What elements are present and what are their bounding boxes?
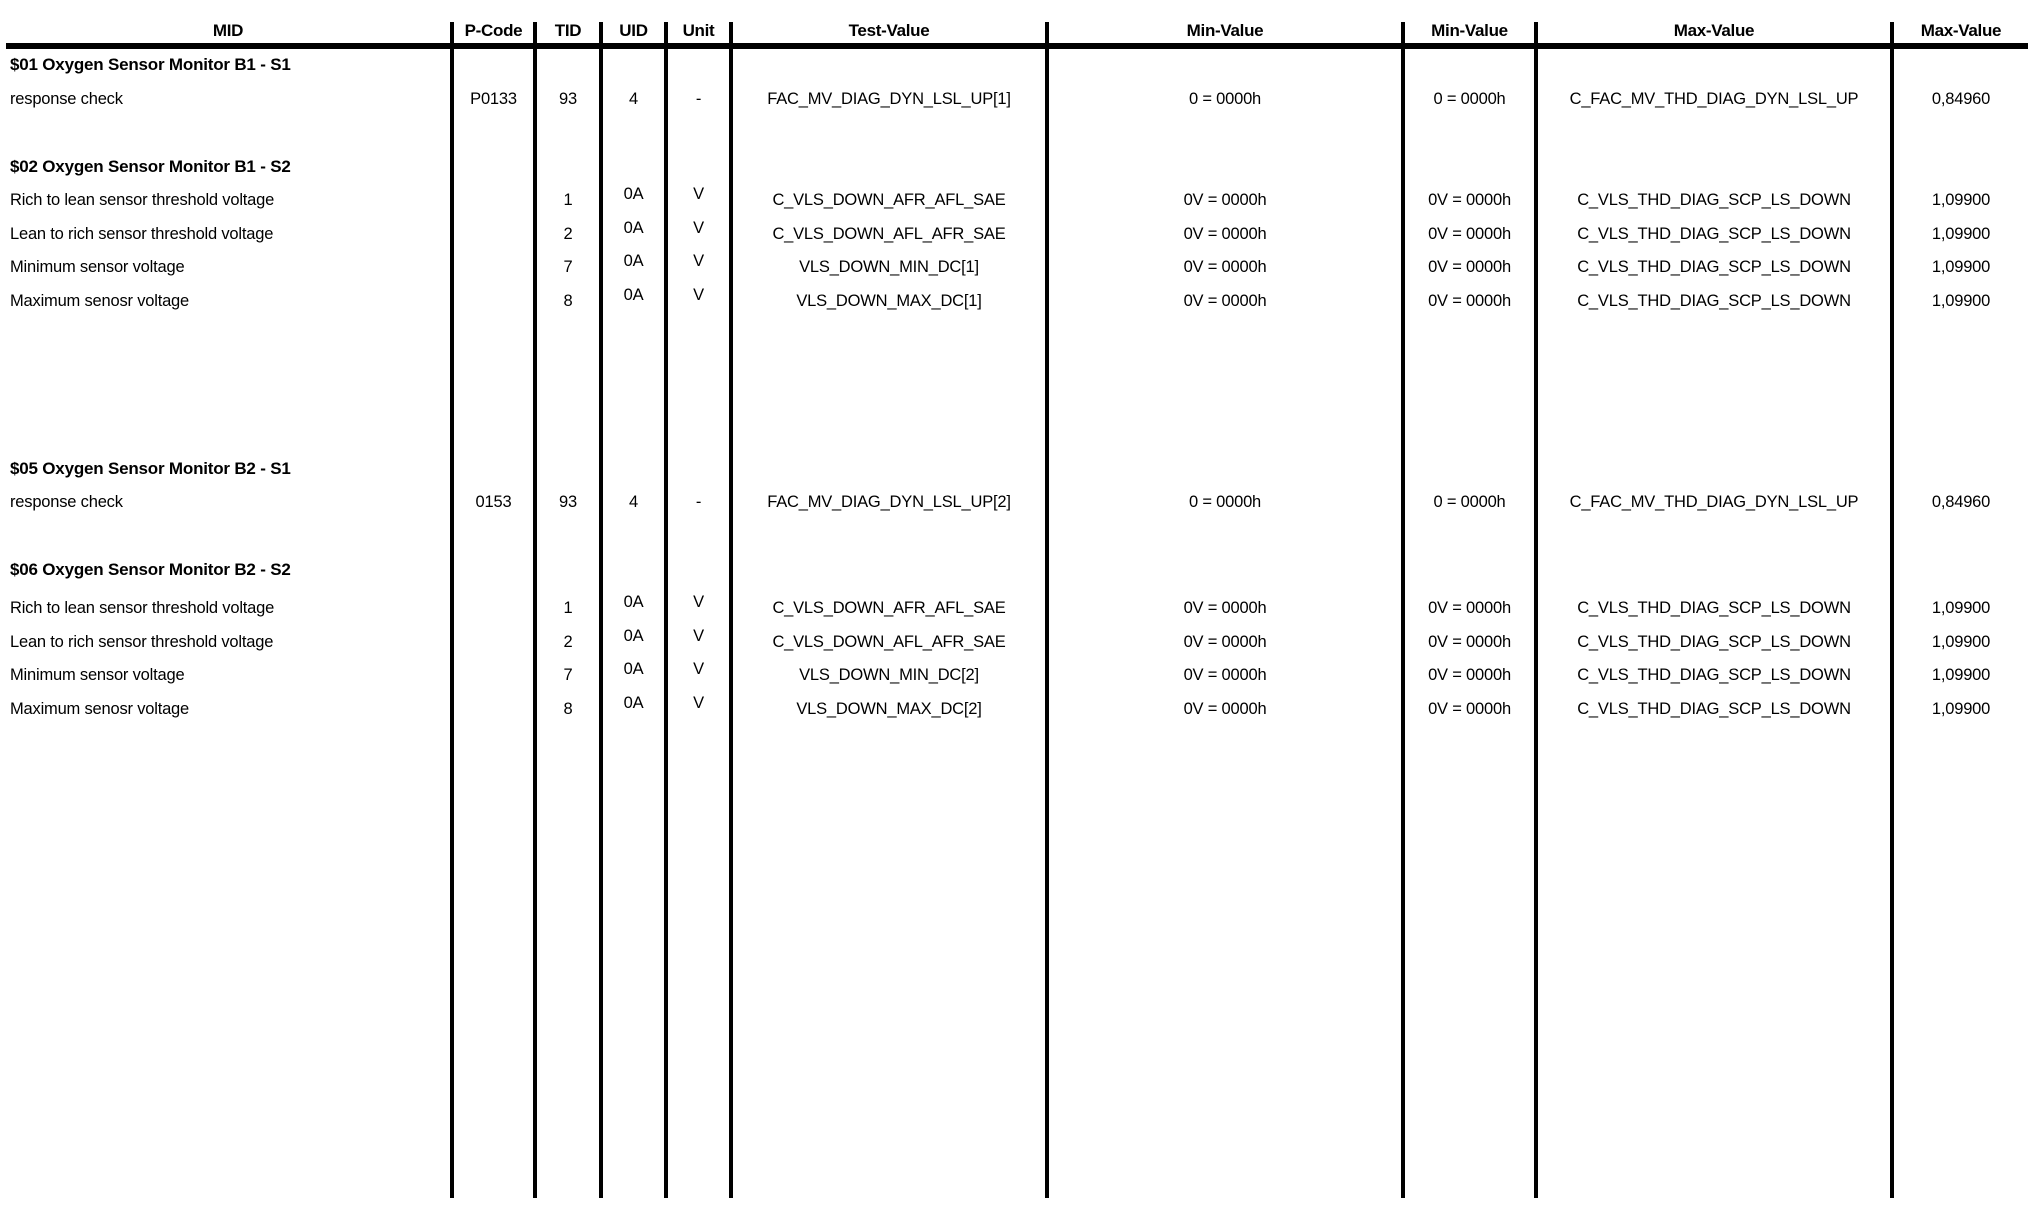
cell-test-value: FAC_MV_DIAG_DYN_LSL_UP[1] [767, 90, 1011, 108]
header-min-value-2: Min-Value [1431, 21, 1508, 40]
cell-tid: 1 [563, 191, 573, 209]
cell-test-value: C_VLS_DOWN_AFR_AFL_SAE [772, 599, 1006, 617]
header-uid: UID [619, 21, 648, 40]
cell-uid: 0A [623, 252, 644, 270]
cell-tid: 8 [563, 292, 573, 310]
cell-uid: 0A [623, 185, 644, 203]
cell-mid: Lean to rich sensor threshold voltage [10, 633, 274, 651]
cell-unit: V [693, 286, 704, 304]
cell-unit: V [693, 694, 704, 712]
cell-mid: Minimum sensor voltage [10, 258, 185, 276]
table-row [0, 84, 2028, 114]
cell-pcode [454, 593, 533, 623]
cell-min-value: 0V = 0000h [1183, 666, 1267, 684]
section-title: $01 Oxygen Sensor Monitor B1 - S1 [10, 55, 291, 74]
cell-max-value-2: 1,09900 [1931, 700, 1991, 718]
cell-pcode [454, 185, 533, 215]
section-title: $02 Oxygen Sensor Monitor B1 - S2 [10, 157, 291, 176]
section-title: $06 Oxygen Sensor Monitor B2 - S2 [10, 560, 291, 579]
table-row [0, 219, 2028, 249]
cell-tid: 2 [563, 633, 573, 651]
cell-uid: 0A [623, 660, 644, 678]
table-row [0, 185, 2028, 215]
cell-max-value: C_VLS_THD_DIAG_SCP_LS_DOWN [1577, 292, 1851, 310]
table-row [0, 593, 2028, 623]
cell-pcode: P0133 [470, 90, 517, 108]
header-unit: Unit [682, 21, 715, 40]
cell-min-value: 0 = 0000h [1188, 493, 1262, 511]
cell-uid: 0A [623, 627, 644, 645]
header-mid: MID [212, 21, 244, 40]
table-row [0, 627, 2028, 657]
cell-unit: V [693, 252, 704, 270]
cell-mid: Maximum senosr voltage [10, 292, 190, 310]
cell-min-value: 0V = 0000h [1183, 700, 1267, 718]
cell-tid: 8 [563, 700, 573, 718]
cell-min-value-2: 0V = 0000h [1428, 666, 1511, 684]
cell-tid: 7 [563, 666, 573, 684]
cell-max-value-2: 1,09900 [1931, 599, 1991, 617]
header-max-value: Max-Value [1673, 21, 1755, 40]
cell-unit: V [693, 185, 704, 203]
header-max-value-2: Max-Value [1920, 21, 2002, 40]
cell-mid: response check [10, 493, 123, 511]
cell-max-value: C_VLS_THD_DIAG_SCP_LS_DOWN [1577, 258, 1851, 276]
cell-uid: 0A [623, 694, 644, 712]
cell-tid: 1 [563, 599, 573, 617]
table-row [0, 252, 2028, 282]
section-title-row [0, 555, 2028, 585]
cell-pcode [454, 286, 533, 316]
cell-min-value: 0V = 0000h [1183, 225, 1267, 243]
cell-unit: V [693, 219, 704, 237]
cell-unit: - [695, 493, 702, 511]
cell-uid: 0A [623, 286, 644, 304]
cell-min-value: 0V = 0000h [1183, 633, 1267, 651]
table-row [0, 660, 2028, 690]
cell-unit: - [695, 90, 702, 108]
cell-mid: Lean to rich sensor threshold voltage [10, 225, 274, 243]
cell-mid: Minimum sensor voltage [10, 666, 185, 684]
table-row [0, 286, 2028, 316]
cell-min-value: 0V = 0000h [1183, 292, 1267, 310]
cell-min-value: 0V = 0000h [1183, 258, 1267, 276]
cell-max-value-2: 1,09900 [1931, 292, 1991, 310]
cell-min-value-2: 0V = 0000h [1428, 258, 1511, 276]
cell-test-value: VLS_DOWN_MIN_DC[1] [799, 258, 979, 276]
cell-tid: 93 [559, 90, 577, 108]
cell-pcode [454, 219, 533, 249]
cell-tid: 7 [563, 258, 573, 276]
cell-uid: 0A [623, 219, 644, 237]
cell-min-value-2: 0V = 0000h [1428, 633, 1511, 651]
section-title-row [0, 454, 2028, 484]
cell-max-value: C_FAC_MV_THD_DIAG_DYN_LSL_UP [1569, 90, 1859, 108]
cell-tid: 93 [559, 493, 577, 511]
cell-test-value: C_VLS_DOWN_AFL_AFR_SAE [772, 225, 1006, 243]
cell-unit: V [693, 627, 704, 645]
cell-uid: 4 [629, 90, 638, 108]
cell-mid: response check [10, 90, 123, 108]
cell-min-value-2: 0V = 0000h [1428, 225, 1511, 243]
cell-test-value: VLS_DOWN_MIN_DC[2] [799, 666, 979, 684]
cell-unit: V [693, 593, 704, 611]
cell-min-value-2: 0V = 0000h [1428, 292, 1511, 310]
cell-max-value-2: 1,09900 [1931, 258, 1991, 276]
cell-max-value-2: 1,09900 [1931, 191, 1991, 209]
cell-min-value-2: 0V = 0000h [1428, 191, 1511, 209]
cell-uid: 0A [623, 593, 644, 611]
cell-max-value-2: 1,09900 [1931, 633, 1991, 651]
section-title-row [0, 152, 2028, 182]
cell-min-value-2: 0 = 0000h [1433, 90, 1506, 108]
cell-min-value-2: 0V = 0000h [1428, 700, 1511, 718]
cell-min-value-2: 0V = 0000h [1428, 599, 1511, 617]
cell-max-value: C_VLS_THD_DIAG_SCP_LS_DOWN [1577, 191, 1851, 209]
cell-uid: 4 [629, 493, 638, 511]
cell-min-value-2: 0 = 0000h [1433, 493, 1506, 511]
cell-pcode [454, 660, 533, 690]
cell-mid: Rich to lean sensor threshold voltage [10, 191, 275, 209]
section-title: $05 Oxygen Sensor Monitor B2 - S1 [10, 459, 291, 478]
cell-max-value-2: 1,09900 [1931, 666, 1991, 684]
cell-mid: Rich to lean sensor threshold voltage [10, 599, 275, 617]
cell-max-value-2: 1,09900 [1931, 225, 1991, 243]
cell-test-value: FAC_MV_DIAG_DYN_LSL_UP[2] [767, 493, 1011, 511]
cell-min-value: 0V = 0000h [1183, 599, 1267, 617]
cell-max-value-2: 0,84960 [1931, 493, 1991, 511]
header-min-value: Min-Value [1186, 21, 1264, 40]
table-row [0, 487, 2028, 517]
cell-test-value: C_VLS_DOWN_AFR_AFL_SAE [772, 191, 1006, 209]
cell-test-value: C_VLS_DOWN_AFL_AFR_SAE [772, 633, 1006, 651]
cell-min-value: 0 = 0000h [1188, 90, 1262, 108]
cell-test-value: VLS_DOWN_MAX_DC[2] [796, 700, 982, 718]
section-title-row [0, 50, 2028, 80]
cell-pcode [454, 694, 533, 724]
cell-pcode [454, 627, 533, 657]
cell-max-value: C_VLS_THD_DIAG_SCP_LS_DOWN [1577, 666, 1851, 684]
cell-tid: 2 [563, 225, 573, 243]
cell-min-value: 0V = 0000h [1183, 191, 1267, 209]
cell-max-value: C_VLS_THD_DIAG_SCP_LS_DOWN [1577, 225, 1851, 243]
cell-unit: V [693, 660, 704, 678]
cell-pcode: 0153 [475, 493, 512, 511]
cell-test-value: VLS_DOWN_MAX_DC[1] [796, 292, 982, 310]
cell-max-value: C_FAC_MV_THD_DIAG_DYN_LSL_UP [1569, 493, 1859, 511]
cell-pcode [454, 252, 533, 282]
cell-max-value-2: 0,84960 [1931, 90, 1991, 108]
header-pcode: P-Code [464, 21, 523, 40]
cell-max-value: C_VLS_THD_DIAG_SCP_LS_DOWN [1577, 633, 1851, 651]
table-row [0, 694, 2028, 724]
header-test-value: Test-Value [848, 21, 930, 40]
header-tid: TID [554, 21, 582, 40]
cell-mid: Maximum senosr voltage [10, 700, 190, 718]
cell-max-value: C_VLS_THD_DIAG_SCP_LS_DOWN [1577, 599, 1851, 617]
cell-max-value: C_VLS_THD_DIAG_SCP_LS_DOWN [1577, 700, 1851, 718]
